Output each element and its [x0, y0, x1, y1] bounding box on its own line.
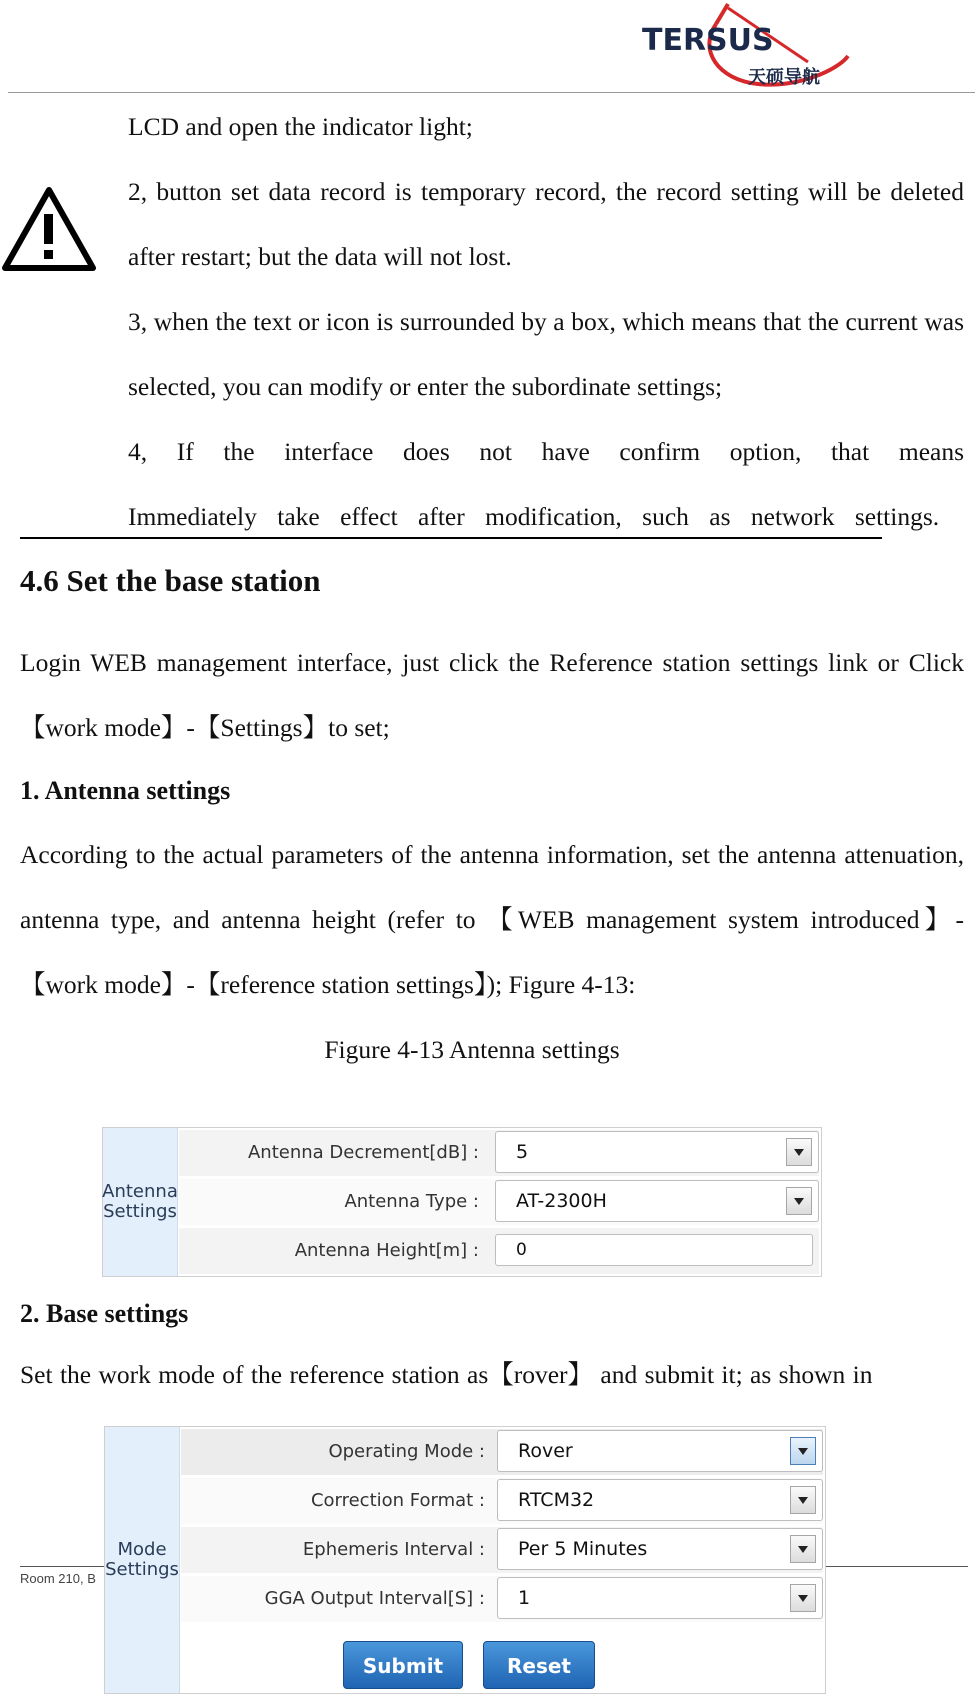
note-line-1: LCD and open the indicator light; — [128, 112, 473, 141]
antenna-settings-panel — [102, 1127, 822, 1277]
mode-panel-side — [105, 1427, 180, 1693]
chevron-down-icon[interactable] — [790, 1486, 816, 1514]
note-item-4: 4, If the interface does not have confirm option, that means Immediately take effect after modification, such as network settings. — [128, 437, 964, 531]
antenna-decrement-label: Antenna Decrement[dB] : — [247, 1142, 479, 1163]
notes-block — [128, 94, 964, 549]
chevron-down-icon[interactable] — [790, 1535, 816, 1563]
antenna-side-label-1: Antenna — [102, 1181, 178, 1202]
antenna-decrement-value: 5 — [516, 1141, 529, 1163]
base-heading: 2. Base settings — [20, 1299, 189, 1328]
correction-format-value: RTCM32 — [518, 1489, 595, 1511]
gga-interval-value: 1 — [518, 1587, 531, 1609]
ephemeris-interval-select[interactable] — [497, 1528, 823, 1570]
antenna-height-input[interactable] — [495, 1234, 813, 1266]
figure-caption: Figure 4-13 Antenna settings — [324, 1035, 620, 1064]
reset-button[interactable]: Reset — [483, 1641, 595, 1689]
header-rule — [8, 92, 975, 93]
base-paragraph: Set the work mode of the reference station as【rover】 and submit it; as shown in — [20, 1360, 873, 1389]
mode-settings-panel — [104, 1426, 826, 1694]
antenna-height-label: Antenna Height[m] : — [294, 1240, 479, 1261]
base-section — [20, 1284, 964, 1406]
correction-format-label: Correction Format : — [310, 1490, 485, 1511]
antenna-height-value: 0 — [516, 1240, 527, 1260]
antenna-type-select[interactable] — [495, 1180, 819, 1222]
mode-side-label-1: Mode — [117, 1539, 167, 1560]
antenna-decrement-select[interactable] — [495, 1131, 819, 1173]
note-item-3: 3, when the text or icon is surrounded by a box, which means that the current was selected, you can modify or enter the subordinate settings; — [128, 307, 964, 401]
antenna-side-label-2: Settings — [103, 1201, 177, 1222]
mode-side-label-2: Settings — [105, 1559, 179, 1580]
section-divider — [20, 537, 882, 539]
section-title: 4.6 Set the base station — [20, 563, 321, 598]
operating-mode-select[interactable] — [497, 1430, 823, 1472]
chevron-down-icon[interactable] — [786, 1138, 812, 1166]
gga-interval-select[interactable] — [497, 1577, 823, 1619]
note-item-2: 2, button set data record is temporary record, the record setting will be deleted after restart; but the data will not lost. — [128, 177, 964, 271]
gga-interval-label: GGA Output Interval[S] : — [264, 1588, 485, 1609]
correction-format-select[interactable] — [497, 1479, 823, 1521]
operating-mode-value: Rover — [518, 1440, 573, 1462]
logo-wordmark: TERSUS — [642, 23, 774, 58]
antenna-type-label: Antenna Type : — [344, 1191, 479, 1212]
operating-mode-label: Operating Mode : — [328, 1441, 485, 1462]
chevron-down-icon[interactable] — [790, 1584, 816, 1612]
warning-icon — [0, 184, 98, 276]
antenna-heading: 1. Antenna settings — [20, 776, 231, 805]
section-body — [20, 630, 964, 1082]
logo-subtext: 天硕导航 — [748, 67, 820, 88]
tersus-logo — [642, 0, 888, 92]
footer-address: Room 210, B — [20, 1571, 96, 1586]
intro-paragraph: Login WEB management interface, just click the Reference station settings link or Click 【work mode】-【Settings】to set; — [20, 648, 964, 742]
antenna-panel-side — [103, 1128, 178, 1276]
chevron-down-icon[interactable] — [790, 1437, 816, 1465]
ephemeris-interval-value: Per 5 Minutes — [518, 1538, 648, 1560]
chevron-down-icon[interactable] — [786, 1187, 812, 1215]
antenna-type-value: AT-2300H — [516, 1190, 607, 1212]
submit-button[interactable]: Submit — [343, 1641, 463, 1689]
ephemeris-interval-label: Ephemeris Interval : — [302, 1539, 485, 1560]
antenna-paragraph: According to the actual parameters of the antenna information, set the antenna attenuation, antenna type, and antenna height (refer to 【WEB management system introduced】-【work mode】-【reference station settings】); Figure 4-13: — [20, 840, 964, 999]
